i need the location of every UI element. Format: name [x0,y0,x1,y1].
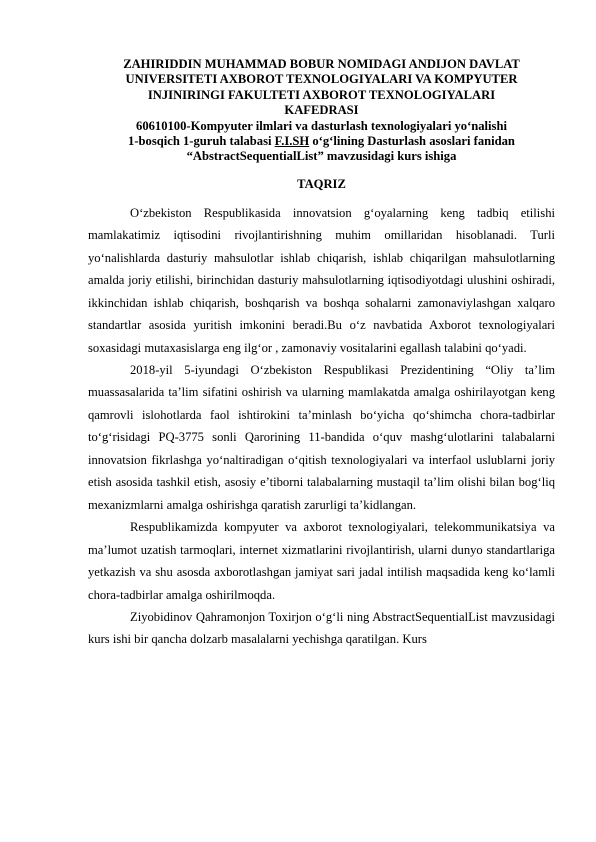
header-text: 1-bosqich 1-guruh talabasi [128,134,275,149]
document-page [88,57,555,651]
paragraph: Respublikamizda kompyuter va axborot texnologiyalari, telekommunikatsiya va ma’lumot uzatish tarmoqlari, internet xizmatlarini rivojlantirish, ularni dunyo standartlariga yetkazish va shu asosda axborotlashgan jamiyat sari jadal intilish maqsadida keng ko‘lamli chora-tadbirlar amalga oshirilmoqda. [88,520,555,602]
header-line: UNIVERSITETI AXBOROT TEXNOLOGIYALARI VA KOMPYUTER [125,72,518,87]
header-text: o‘g‘lining Dasturlash asoslari fanidan [309,134,515,149]
document-title: TAQRIZ [297,176,346,191]
paragraph: O‘zbekiston Respublikasida innovatsion g‘oyalarning keng tadbiq etilishi mamlakatimiz iqtisodini rivojlantirishning muhim omillaridan hisoblanadi. Turli yo‘nalishlarda dasturiy mahsulotlar ishlab chiqarish, ishlab chiqarilgan mahsulotlarning amalda joriy etilishi, birinchidan dasturiy mahsulotlarning iqtisodiyotdagi ulushini oshiradi, ikkinchidan ishlab chiqarish, boshqarish va boshqa sohalarni zamonaviylashgan xalqaro standartlar asosida yuritish imkonini beradi.Bu o‘z navbatida Axborot texnologiyalari soxasidagi mutaxasislarga eng ilg‘or , zamonaviy vositalarini egallash talabini qo‘yadi. [88,205,555,355]
paragraph: Ziyobidinov Qahramonjon Toxirjon o‘g‘li ning AbstractSequentialList mavzusidagi kurs ishi bir qancha dolzarb masalalarni yechishga qaratilgan. Kurs [88,610,555,647]
header-line: INJINIRINGI FAKULTETI AXBOROT TEXNOLOGIYALARI [147,87,496,102]
header-line: 60610100-Kompyuter ilmlari va dasturlash texnologiyalari yo‘nalishi [136,118,507,133]
document-header [88,57,555,165]
paragraph: 2018-yil 5-iyundagi O‘zbekiston Respublikasi Prezidentining “Oliy ta’lim muassasalarida ta’lim sifatini oshirish va ularning mamlakatda amalga oshirilayotgan keng qamrovli islohotlarda faol ishtirokini ta’minlash bo‘yicha qo‘shimcha chora-tadbirlar to‘g‘risidagi PQ-3775 sonli Qarorining 11-bandida o‘quv mashg‘ulotlarini talabalarni innovatsion fikrlashga yo‘naltiradigan o‘qitish texnologiyalari va interfaol uslublarni joriy etish asosida tashkil etish, asosiy e’tiborni talabalarning mustaqil ta’lim olishi bilan bog‘liq mexanizmlarni amalga oshirishga qaratish zarurligi ta’kidlangan. [88,363,555,512]
header-line: ZAHIRIDDIN MUHAMMAD BOBUR NOMIDAGI ANDIJON DAVLAT [123,57,520,71]
student-name-placeholder: F.I.SH [274,134,310,149]
header-line [88,134,555,149]
header-line: “AbstractSequentialList” mavzusidagi kurs ishiga [186,149,457,164]
document-body [88,202,555,651]
header-line: KAFEDRASI [284,103,359,118]
